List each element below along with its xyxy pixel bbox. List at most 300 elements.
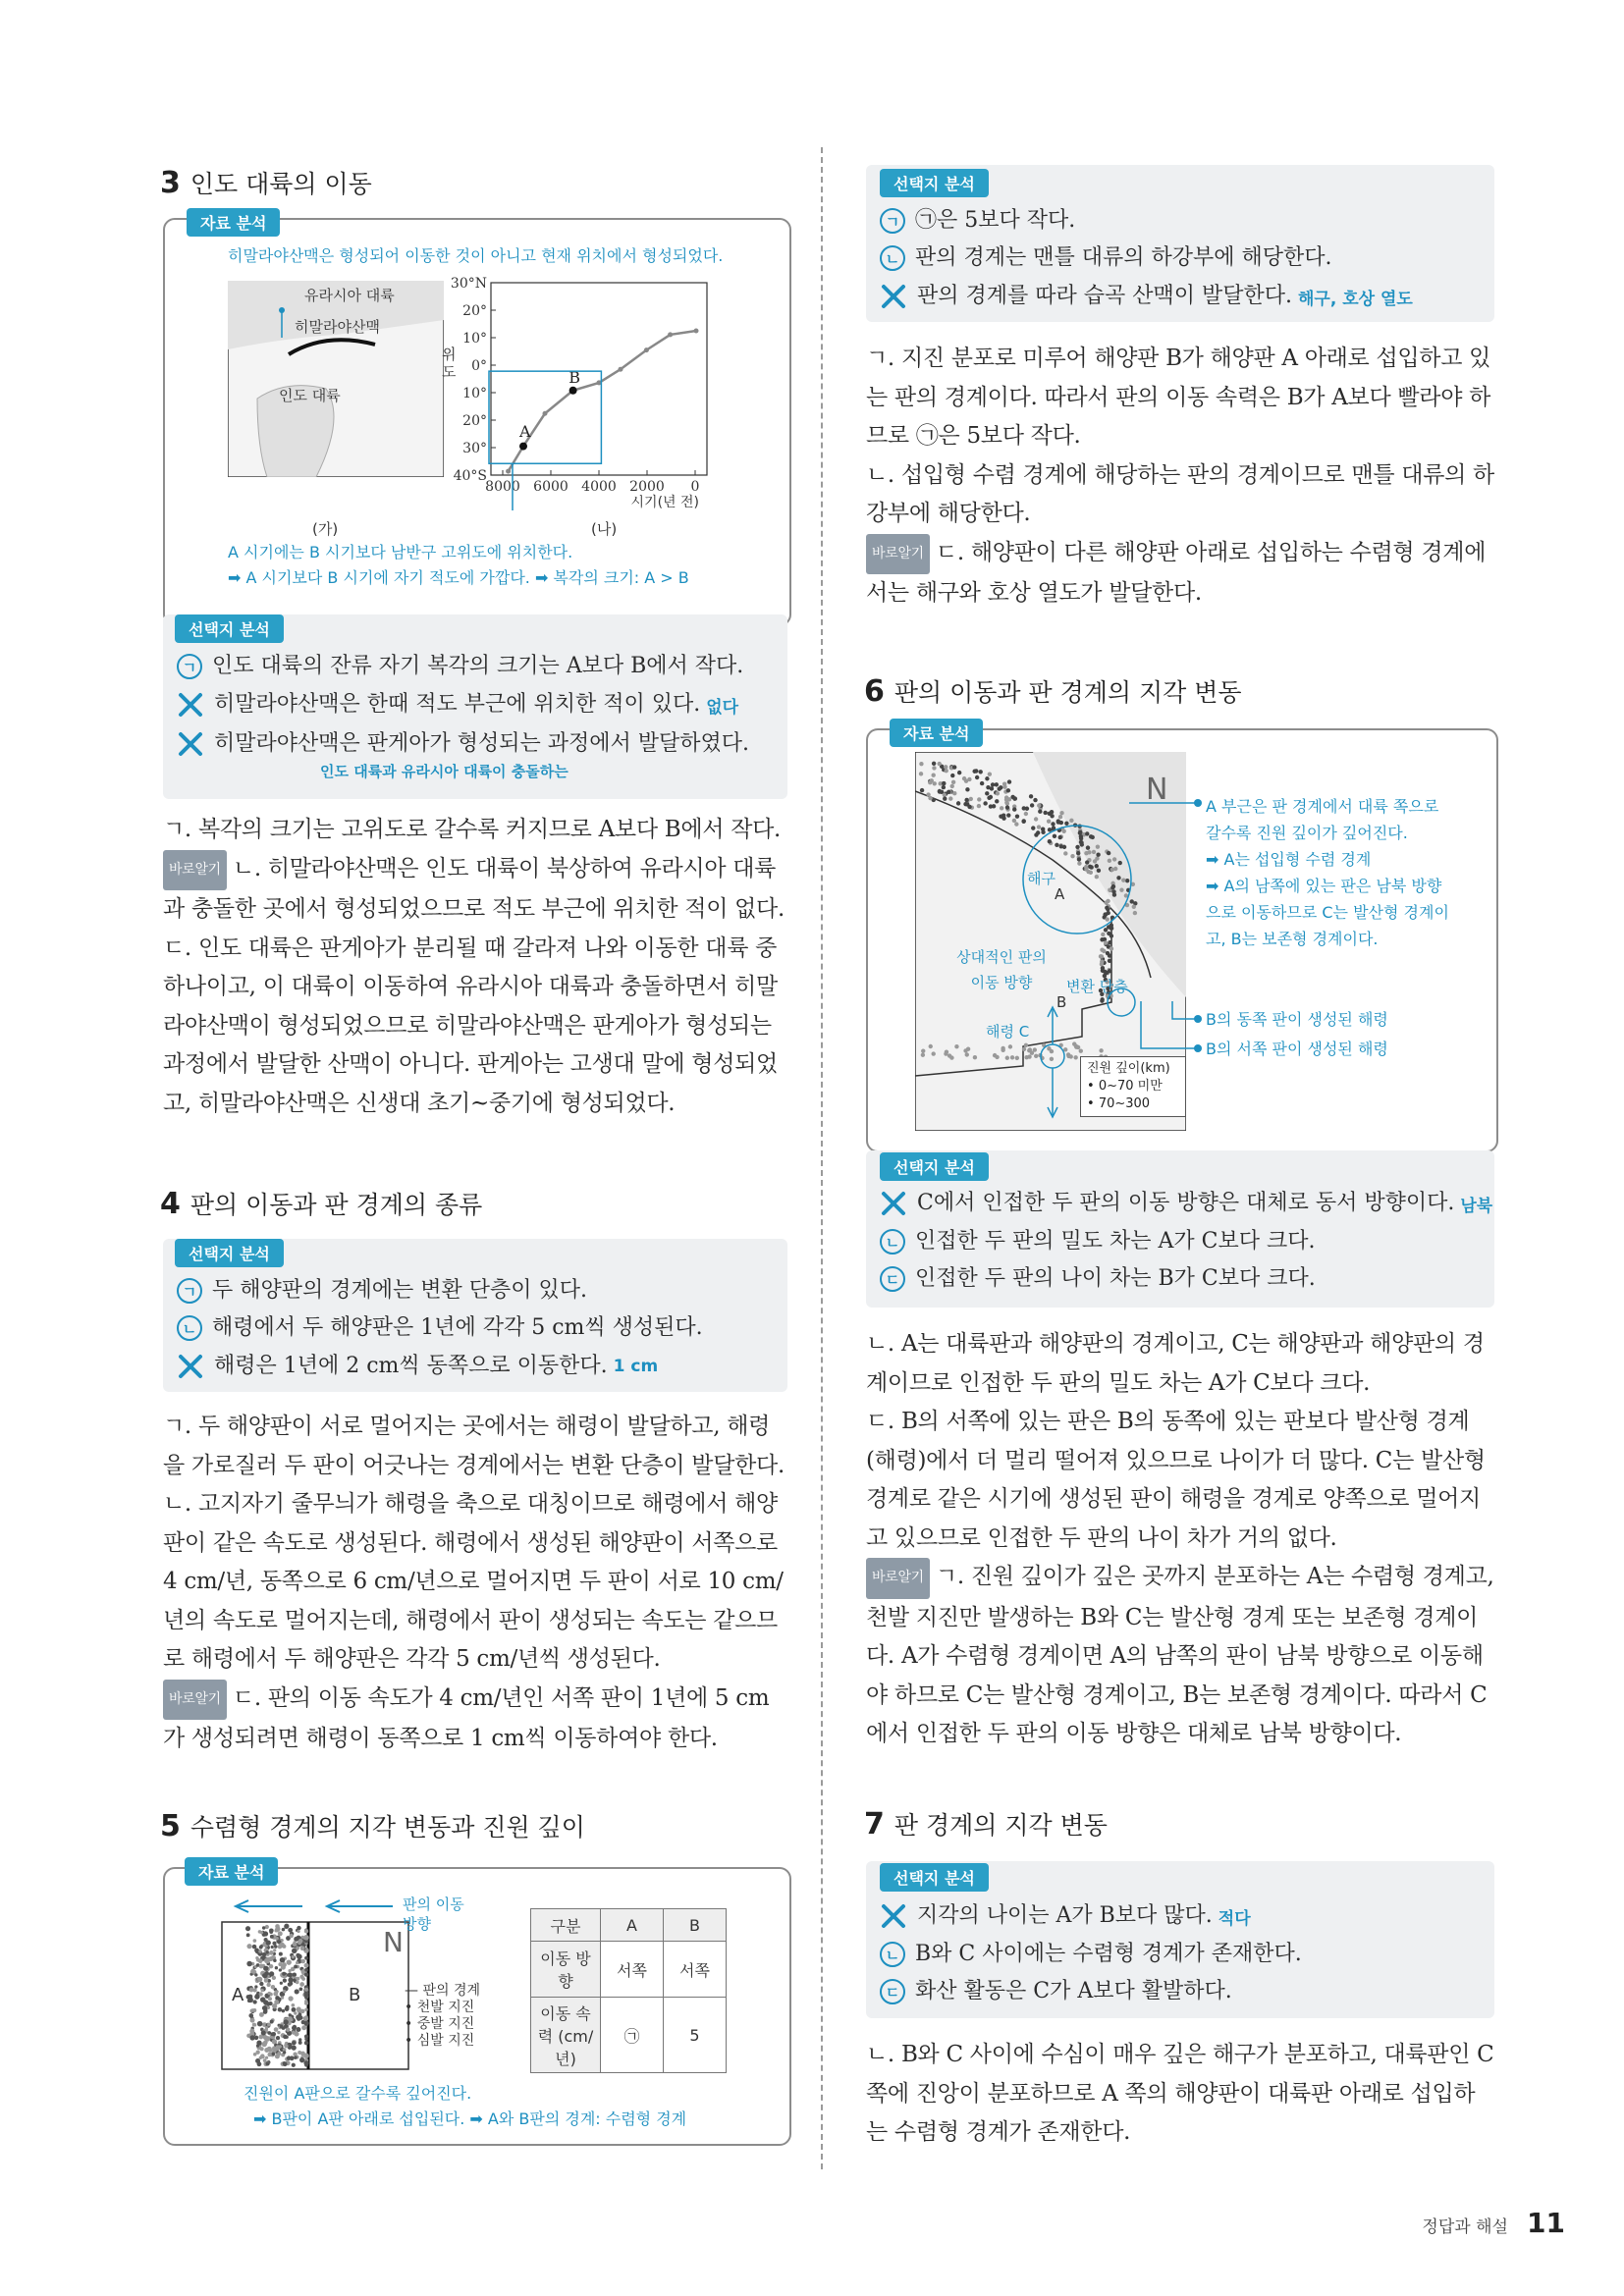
earthquake-dot (1024, 812, 1028, 816)
earthquake-dot (298, 2041, 302, 2045)
earthquake-dot (283, 2019, 288, 2024)
earthquake-dot (272, 1942, 276, 1946)
earthquake-dot (278, 2007, 282, 2011)
earthquake-dot (296, 1947, 299, 1950)
earthquake-dot (1097, 869, 1101, 873)
footer-label: 정답과 해설 (1422, 2217, 1508, 2237)
page-number: 11 (1527, 2207, 1565, 2239)
earthquake-dot (1073, 1055, 1077, 1059)
circle-mark-icon: ㄱ (880, 208, 905, 234)
earthquake-dot (1095, 856, 1099, 860)
earthquake-dot (1038, 810, 1042, 814)
earthquake-dot (919, 772, 923, 775)
earthquake-dot (287, 2056, 292, 2060)
earthquake-dot (1075, 845, 1079, 849)
earthquake-dot (280, 1957, 285, 1962)
earthquake-dot (275, 1924, 280, 1929)
earthquake-dot (304, 1929, 308, 1933)
earthquake-dot (928, 796, 932, 800)
sec6-body-1: ㄴ. A는 대륙판과 해양판의 경계이고, C는 해양판과 해양판의 경계이므로 인접한 두 판의 밀도 차는 A가 C보다 크다. (866, 1331, 1485, 1396)
earthquake-dot (1080, 842, 1084, 846)
earthquake-dot (245, 1926, 250, 1931)
earthquake-dot (267, 2023, 271, 2027)
chart-label-b: B (568, 367, 580, 387)
earthquake-dot (299, 1975, 303, 1979)
earthquake-dot (269, 1971, 274, 1976)
sec7-option-2 (880, 1942, 1302, 1967)
earthquake-dot (1089, 865, 1093, 869)
x-mark-icon (177, 691, 204, 719)
sec5r-option-2 (880, 245, 1413, 271)
option-text: 지각의 나이는 A가 B보다 많다. (917, 1903, 1213, 1928)
chart-y-tick-label: 10° (462, 331, 487, 347)
sec3-caption-na: (나) (591, 520, 618, 538)
earthquake-dot (283, 2051, 286, 2054)
option-text: 판의 경계는 맨틀 대류의 하강부에 해당한다. (915, 245, 1332, 270)
earthquake-dot (1116, 876, 1120, 880)
chart-x-tick-label: 8000 (485, 479, 520, 495)
earthquake-dot (1096, 844, 1100, 848)
earthquake-dot (300, 1959, 305, 1964)
earthquake-dot (278, 1931, 283, 1936)
earthquake-dot (299, 2057, 304, 2062)
chart-path-point (543, 411, 548, 416)
earthquake-dot (1063, 851, 1067, 855)
sec3-latitude-chart (432, 275, 727, 510)
earthquake-dot (295, 1989, 299, 1994)
earthquake-dot (1118, 861, 1122, 865)
earthquake-dot (979, 770, 983, 774)
earthquake-dot (1119, 887, 1123, 891)
earthquake-dot (257, 1977, 262, 1982)
sec6-option-tab: 선택지 분석 (880, 1152, 989, 1181)
sec4-body-2: ㄴ. 고지자기 줄무늬가 해령을 축으로 대칭이므로 해령에서 해양판이 같은 속도로 생성된다. 해령에서 생성된 해양판이 서쪽으로 4 cm/년, 동쪽으로 6 cm/년으로 멀어지면 두 판이 서로 10 cm/년의 속도로 멀어지는데, 해령에서 판이 생성되는 속도는 같으므로 해령에서 두 해양판은 각각 5 cm/년씩 생성된다. (163, 1491, 784, 1672)
chart-y-tick-label: 30° (462, 441, 487, 456)
earthquake-dot (1091, 835, 1095, 839)
earthquake-dot (271, 1946, 274, 1949)
sec3-top-note: 히말라야산맥은 형성되어 이동한 것이 아니고 현재 위치에서 형성되었다. (228, 246, 724, 265)
sec5-note-1: 진원이 A판으로 갈수록 깊어진다. (244, 2084, 472, 2103)
earthquake-dot (1059, 821, 1063, 825)
sec6-body (866, 1325, 1494, 1754)
earthquake-dot (1007, 779, 1011, 783)
earthquake-dot (944, 1051, 947, 1055)
earthquake-dot (304, 1968, 308, 1972)
earthquake-dot (1061, 829, 1065, 833)
circle-mark-icon: ㄴ (177, 1315, 202, 1341)
earthquake-dot (273, 1958, 276, 1961)
earthquake-dot (287, 1959, 292, 1964)
earthquake-dot (1028, 1047, 1032, 1051)
option-text: 해령에서 두 해양판은 1년에 각각 5 cm씩 생성된다. (212, 1315, 703, 1340)
option-correction: 남북 (1460, 1196, 1493, 1216)
earthquake-dot (1104, 928, 1108, 932)
sec3-title: 3 인도 대륙의 이동 (160, 166, 372, 200)
earthquake-dot (1095, 864, 1099, 868)
earthquake-dot (1021, 820, 1025, 824)
sec5r-body (866, 340, 1494, 614)
earthquake-dot (1012, 807, 1016, 811)
earthquake-dot (261, 2030, 266, 2035)
earthquake-dot (274, 1929, 277, 1932)
earthquake-dot (1024, 1055, 1028, 1059)
earthquake-dot (266, 2002, 270, 2005)
earthquake-dot (965, 787, 969, 791)
chart-path-point (694, 329, 699, 334)
earthquake-dot (945, 769, 948, 773)
earthquake-dot (282, 1972, 286, 1976)
earthquake-dot (288, 1969, 291, 1972)
sec5-legend-mid: • 중발 지진 (405, 2016, 475, 2032)
earthquake-dot (253, 2023, 256, 2026)
sec3-caption-ga: (가) (312, 520, 339, 538)
circle-mark-icon: ㄱ (177, 654, 202, 679)
earthquake-dot (952, 791, 956, 795)
earthquake-dot (974, 769, 978, 773)
earthquake-dot (1107, 851, 1110, 855)
earthquake-dot (284, 1924, 289, 1929)
circle-mark-icon: ㄱ (177, 1278, 202, 1304)
earthquake-dot (304, 2041, 308, 2045)
chart-x-tick-label: 4000 (581, 479, 617, 495)
option-text: 두 해양판의 경계에는 변환 단층이 있다. (212, 1278, 587, 1303)
earthquake-dot (277, 2031, 280, 2034)
earthquake-dot (1099, 954, 1103, 958)
earthquake-dot (281, 1965, 286, 1970)
earthquake-dot (938, 789, 942, 793)
earthquake-dot (262, 1926, 265, 1929)
earthquake-dot (954, 1044, 958, 1048)
earthquake-dot (292, 2007, 297, 2012)
earthquake-dot (1108, 969, 1111, 973)
earthquake-dot (1096, 853, 1100, 857)
earthquake-dot (932, 762, 936, 766)
earthquake-dot (293, 1978, 297, 1982)
earthquake-dot (268, 1992, 271, 1995)
earthquake-dot (1057, 835, 1061, 839)
earthquake-dot (296, 1961, 298, 1964)
earthquake-dot (1029, 794, 1033, 798)
earthquake-dot (265, 2026, 268, 2029)
earthquake-dot (271, 1985, 275, 1989)
t5-row2-b: 5 (664, 1998, 727, 2073)
option-correction: 1 cm (613, 1357, 659, 1376)
sec3-body-1: ㄱ. 복각의 크기는 고위도로 갈수록 커지므로 A보다 B에서 작다. (163, 817, 782, 842)
sec5-data-tab: 자료 분석 (185, 1857, 278, 1886)
chart-path-point (644, 347, 649, 352)
earthquake-dot (943, 793, 947, 797)
sec6-legend-shallow: • 0~70 미만 (1087, 1079, 1163, 1094)
earthquake-dot (931, 774, 935, 777)
earthquake-dot (294, 2011, 297, 2014)
earthquake-dot (268, 1997, 272, 2001)
earthquake-dot (1112, 857, 1116, 861)
earthquake-dot (300, 1946, 305, 1950)
earthquake-dot (281, 1996, 284, 1999)
earthquake-dot (297, 2017, 300, 2021)
sec3-map (228, 281, 444, 477)
earthquake-dot (1108, 940, 1111, 944)
earthquake-dot (1069, 1054, 1073, 1058)
earthquake-dot (1015, 814, 1019, 818)
earthquake-dot (298, 1941, 301, 1945)
earthquake-dot (1014, 822, 1018, 826)
earthquake-dot (275, 1937, 278, 1940)
earthquake-dot (991, 782, 995, 786)
earthquake-dot (292, 1955, 295, 1958)
earthquake-dot (253, 2053, 257, 2056)
earthquake-dot (249, 2029, 254, 2034)
earthquake-dot (975, 775, 979, 779)
earthquake-dot (1041, 830, 1045, 834)
earthquake-dot (288, 1928, 293, 1933)
chart-y-tick-label: 20° (462, 413, 487, 429)
earthquake-dot (304, 2017, 308, 2021)
x-mark-icon (177, 1353, 204, 1380)
earthquake-dot (1050, 1049, 1054, 1053)
earthquake-dot (921, 1053, 925, 1057)
x-mark-icon (880, 283, 907, 310)
chart-x-tick-label: 6000 (533, 479, 568, 495)
earthquake-dot (274, 2000, 279, 2004)
earthquake-dot (1092, 850, 1096, 854)
earthquake-dot (265, 2061, 269, 2065)
earthquake-dot (249, 1988, 254, 1993)
sec6-north-mark: N (1146, 773, 1168, 807)
earthquake-dot (1074, 1044, 1078, 1048)
earthquake-dot (951, 780, 955, 784)
earthquake-dot (272, 2047, 276, 2051)
earthquake-dot (948, 796, 952, 800)
earthquake-dot (977, 797, 981, 801)
earthquake-dot (263, 1931, 268, 1936)
earthquake-dot (1103, 912, 1107, 916)
earthquake-dot (920, 788, 924, 792)
sec5r-body-3: 바로알기 ㄷ. 해양판이 다른 해양판 아래로 섭입하는 수렴형 경계에서는 해구와 호상 열도가 발달한다. (866, 534, 1494, 614)
chart-y-tick-label: 10° (462, 386, 487, 401)
earthquake-dot (275, 1996, 280, 2001)
earthquake-dot (1050, 1057, 1054, 1061)
earthquake-dot (261, 2055, 265, 2058)
earthquake-dot (1110, 923, 1113, 927)
earthquake-dot (259, 1964, 264, 1969)
earthquake-dot (275, 1991, 279, 1995)
sec5-arrow-label: 판의 이동 방향 (403, 1896, 464, 1933)
sec3-option-tab: 선택지 분석 (175, 614, 284, 643)
sec6-label-trench: 해구 (1027, 870, 1056, 887)
earthquake-dot (1037, 825, 1041, 828)
earthquake-dot (947, 790, 950, 794)
earthquake-dot (1110, 946, 1113, 950)
earthquake-dot (294, 2056, 298, 2059)
earthquake-dot (973, 1055, 977, 1059)
earthquake-dot (288, 1982, 292, 1986)
earthquake-dot (292, 2041, 296, 2045)
earthquake-dot (1089, 871, 1093, 875)
earthquake-dot (269, 1964, 273, 1968)
circle-mark-icon: ㄷ (880, 1266, 905, 1292)
option-correction: 적다 (1218, 1908, 1251, 1929)
earthquake-dot (1058, 815, 1062, 819)
earthquake-dot (1077, 857, 1081, 861)
earthquake-dot (1121, 879, 1125, 882)
earthquake-dot (1086, 845, 1090, 849)
earthquake-dot (1101, 933, 1105, 936)
earthquake-dot (296, 2027, 300, 2032)
earthquake-dot (1100, 947, 1104, 951)
earthquake-dot (259, 1982, 263, 1986)
earthquake-dot (1085, 831, 1089, 835)
t5-row1-b: 서쪽 (664, 1942, 727, 1998)
earthquake-dot (300, 2009, 305, 2014)
sec5-plate-b: B (349, 1985, 361, 2005)
earthquake-dot (247, 1995, 252, 2000)
earthquake-dot (266, 1983, 270, 1987)
page-footer (1422, 2207, 1565, 2239)
t5-head-b: B (664, 1909, 727, 1942)
earthquake-dot (1079, 836, 1083, 840)
option-text: 인접한 두 판의 밀도 차는 A가 C보다 크다. (915, 1229, 1316, 1254)
earthquake-dot (999, 814, 1002, 818)
earthquake-dot (999, 785, 1002, 789)
earthquake-dot (919, 762, 923, 766)
chart-x-axis-label: 시기(년 전) (630, 495, 699, 510)
earthquake-dot (250, 1969, 254, 1973)
earthquake-dot (1047, 820, 1051, 824)
earthquake-dot (1025, 807, 1029, 811)
earthquake-dot (995, 782, 999, 786)
chart-path-point (668, 332, 673, 337)
option-text: 판의 경계를 따라 습곡 산맥이 발달한다. (917, 284, 1292, 308)
earthquake-dot (1070, 854, 1074, 858)
earthquake-dot (303, 2060, 308, 2065)
earthquake-dot (965, 802, 969, 806)
sec5-legend-deep: • 심발 지진 (405, 2033, 475, 2049)
earthquake-dot (258, 2035, 263, 2040)
earthquake-dot (1105, 906, 1109, 910)
sec3-option-3 (177, 730, 749, 758)
earthquake-dot (297, 1930, 299, 1933)
earthquake-dot (952, 765, 956, 769)
earthquake-dot (269, 1930, 273, 1934)
sec6-annotation-2: B의 동쪽 판이 생성된 해령 (1206, 1010, 1388, 1029)
earthquake-dot (986, 785, 990, 789)
earthquake-dot (263, 2008, 267, 2012)
earthquake-dot (1030, 803, 1034, 807)
earthquake-dot (254, 1994, 259, 1999)
chart-y-tick-label: 40°S (453, 468, 487, 484)
earthquake-dot (995, 799, 999, 803)
earthquake-dot (283, 1978, 287, 1982)
earthquake-dot (293, 1942, 298, 1947)
earthquake-dot (966, 1047, 970, 1051)
earthquake-dot (294, 1964, 298, 1968)
earthquake-dot (258, 1930, 262, 1934)
earthquake-dot (293, 1973, 297, 1977)
sec5r-option-1 (880, 208, 1413, 234)
earthquake-dot (296, 1953, 299, 1957)
earthquake-dot (1024, 1043, 1028, 1047)
earthquake-dot (1048, 839, 1052, 843)
sec7-option-1 (880, 1902, 1302, 1930)
earthquake-dot (292, 2003, 296, 2007)
earthquake-dot (279, 2045, 282, 2048)
earthquake-dot (256, 2040, 261, 2045)
earthquake-dot (1107, 932, 1110, 935)
earthquake-dot (1110, 868, 1114, 872)
earthquake-dot (1015, 1056, 1019, 1060)
earthquake-dot (253, 1939, 257, 1943)
earthquake-dot (257, 2021, 263, 2027)
earthquake-dot (965, 1052, 969, 1056)
earthquake-dot (989, 795, 993, 799)
sec7-body-1: ㄴ. B와 C 사이에 수심이 매우 깊은 해구가 분포하고, 대륙판인 C 쪽에 진앙이 분포하므로 A 쪽의 해양판이 대륙판 아래로 섭입하는 수렴형 경계가 존재한다. (866, 2042, 1494, 2145)
earthquake-dot (985, 791, 989, 795)
chart-y-tick-label: 30°N (450, 276, 487, 292)
sec4-body-1: ㄱ. 두 해양판이 서로 멀어지는 곳에서는 해령이 발달하고, 해령을 가로질러 두 판이 어긋나는 경계에서는 변환 단층이 발달한다. (163, 1414, 785, 1478)
chart-y-tick-label: 20° (462, 303, 487, 319)
chart-path-point (506, 469, 511, 474)
option-text: 인접한 두 판의 나이 차는 B가 C보다 크다. (915, 1266, 1316, 1291)
earthquake-dot (272, 2053, 276, 2056)
sec3-option-1 (177, 654, 749, 679)
earthquake-dot (988, 773, 992, 776)
earthquake-dot (1059, 844, 1063, 848)
earthquake-dot (950, 774, 954, 777)
x-mark-icon (880, 1190, 907, 1217)
earthquake-dot (275, 1966, 278, 1969)
earthquake-dot (294, 1937, 298, 1942)
chart-axis-latitude: 위도 (442, 346, 457, 381)
earthquake-dot (957, 771, 961, 774)
option-text: 히말라야산맥은 판게아가 형성되는 과정에서 발달하였다. (214, 731, 750, 756)
earthquake-dot (1010, 1055, 1014, 1059)
sec7-body (866, 2036, 1494, 2153)
earthquake-dot (250, 2018, 255, 2023)
earthquake-dot (1099, 1048, 1103, 1052)
sec5-seismic-map (214, 1895, 420, 2071)
sec7-title: 7 판 경계의 지각 변동 (864, 1807, 1108, 1842)
sec5r-option-3 (880, 283, 1413, 310)
earthquake-dot (1031, 826, 1035, 829)
earthquake-dot (279, 1943, 285, 1949)
x-mark-icon (177, 730, 204, 758)
earthquake-dot (929, 1044, 933, 1048)
earthquake-dot (265, 1950, 268, 1953)
sec5-legend (405, 1983, 480, 2050)
earthquake-dot (265, 2036, 270, 2041)
earthquake-dot (943, 796, 947, 800)
earthquake-dot (276, 2036, 280, 2040)
circle-mark-icon: ㄴ (880, 1229, 905, 1255)
earthquake-dot (993, 1053, 997, 1057)
earthquake-dot (1048, 812, 1052, 816)
earthquake-dot (254, 2036, 259, 2041)
earthquake-dot (942, 785, 946, 789)
chart-x-tick-label: 2000 (629, 479, 665, 495)
sec6-options (880, 1190, 1492, 1304)
sec5r-body-1: ㄱ. 지진 분포로 미루어 해양판 B가 해양판 A 아래로 섭입하고 있는 판의 경계이다. 따라서 판의 이동 속력은 B가 A보다 빨라야 하므로 ㉠은 5보다 작다. (866, 346, 1491, 449)
sec4-option-3 (177, 1353, 703, 1380)
earthquake-dot (282, 2009, 285, 2012)
earthquake-dot (937, 762, 941, 766)
earthquake-dot (1007, 797, 1011, 801)
earthquake-dot (1034, 832, 1038, 836)
sec6-option-3 (880, 1266, 1492, 1292)
earthquake-dot (304, 1956, 308, 1960)
earthquake-dot (1051, 822, 1055, 826)
earthquake-dot (1012, 796, 1016, 800)
